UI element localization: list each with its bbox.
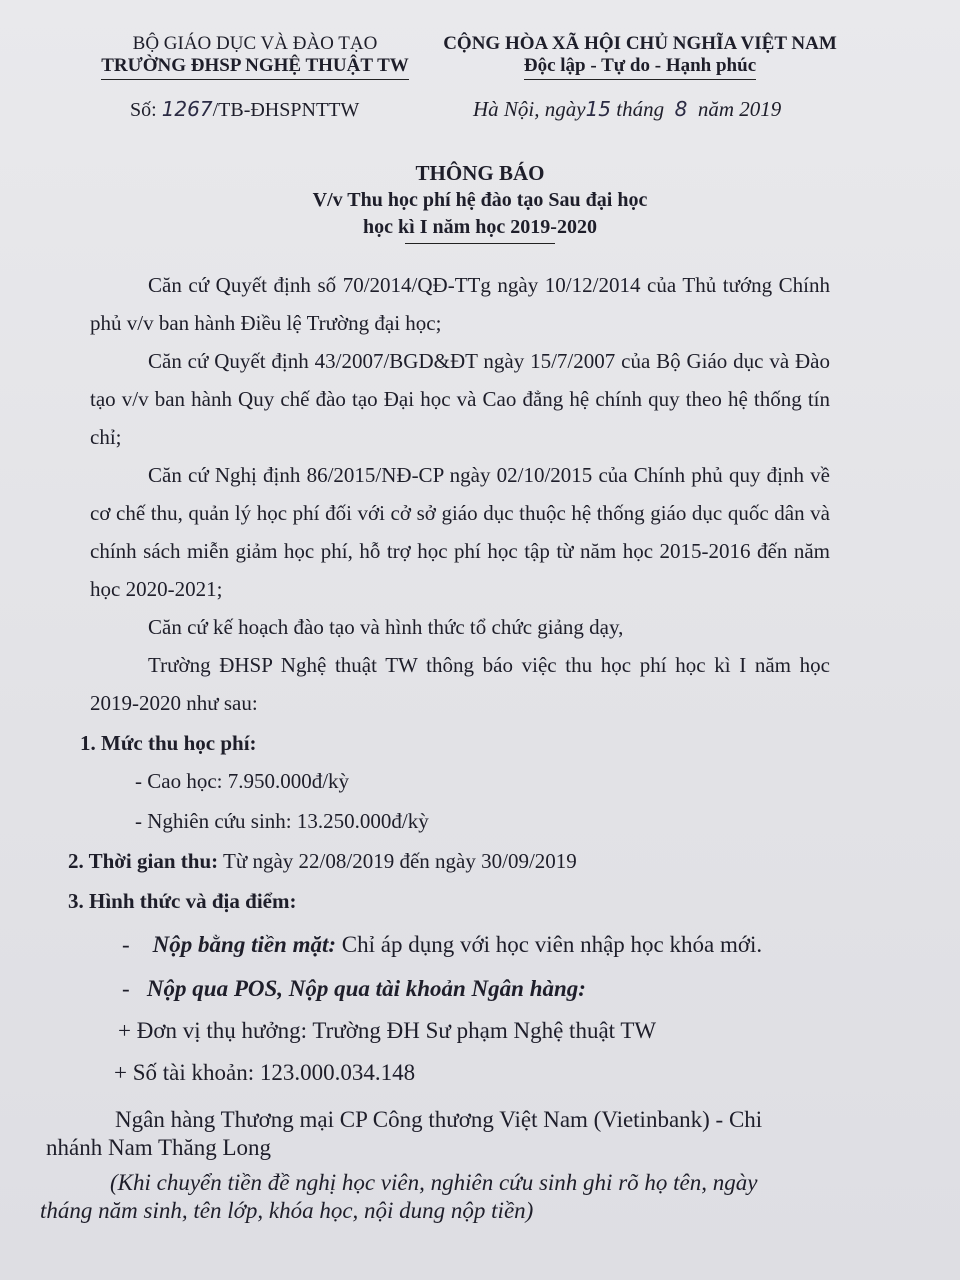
transfer-note-line2: tháng năm sinh, tên lớp, khóa học, nội dung nộp tiền) — [40, 1198, 534, 1223]
paragraph: Căn cứ Nghị định 86/2015/NĐ-CP ngày 02/10/2015 của Chính phủ quy định về cơ chế thu, quản lý học phí đối với cở sở giáo dục thuộc hệ thống giáo dục quốc dân và chính sách miễn giảm học phí, hỗ trợ học phí học tập từ năm học 2015-2016 đến năm học 2020-2021; — [90, 463, 830, 601]
paragraph: Căn cứ Quyết định 43/2007/BGD&ĐT ngày 15/7/2007 của Bộ Giáo dục và Đào tạo v/v ban hành Quy chế đào tạo Đại học và Cao đẳng hệ chính quy theo hệ thống tín chỉ; — [90, 349, 830, 449]
bank-payment: - Nộp qua POS, Nộp qua tài khoản Ngân hàng: — [122, 976, 586, 1001]
notice-subject-line2: học kì I năm học 2019-2020 — [363, 216, 597, 238]
notice-title — [180, 160, 780, 244]
notice-heading: THÔNG BÁO — [415, 161, 545, 185]
document-number: Số: 1267/TB-ĐHSPNTTW — [130, 97, 360, 121]
handwritten-day: 15 — [585, 97, 612, 121]
cash-label: Nộp bằng tiền mặt: — [152, 932, 337, 957]
ministry-name: BỘ GIÁO DỤC VÀ ĐÀO TẠO — [132, 33, 378, 54]
motto: Độc lập - Tự do - Hạnh phúc — [430, 55, 850, 80]
bank-label: Nộp qua POS, Nộp qua tài khoản Ngân hàng: — [146, 976, 586, 1001]
paragraph: Trường ĐHSP Nghệ thuật TW thông báo việc thu học phí học kì I năm học 2019-2020 như sau: — [90, 653, 830, 715]
handwritten-month: 8 — [674, 97, 688, 121]
school-name: TRƯỜNG ĐHSP NGHỆ THUẬT TW — [80, 55, 430, 80]
handwritten-number: 1267 — [161, 97, 213, 121]
transfer-note-line1: (Khi chuyển tiền đề nghị học viên, nghiên cứu sinh ghi rõ họ tên, ngày — [110, 1170, 758, 1195]
document-date: Hà Nội, ngày15 tháng 8 năm 2019 — [473, 97, 782, 121]
bank-name-line2: nhánh Nam Thăng Long — [46, 1135, 272, 1160]
republic-name: CỘNG HÒA XÃ HỘI CHỦ NGHĨA VIỆT NAM — [443, 33, 837, 54]
paragraph: Căn cứ Quyết định số 70/2014/QĐ-TTg ngày 10/12/2014 của Thủ tướng Chính phủ v/v ban hành Điều lệ Trường đại học; — [90, 273, 830, 335]
title-divider — [405, 243, 555, 244]
account-number: + Số tài khoản: 123.000.034.148 — [114, 1060, 416, 1085]
notice-subject-line1: V/v Thu học phí hệ đào tạo Sau đại học — [312, 189, 648, 211]
issuer-block — [80, 33, 430, 80]
collection-period: Từ ngày 22/08/2019 đến ngày 30/09/2019 — [223, 849, 577, 873]
beneficiary: + Đơn vị thụ hưởng: Trường ĐH Sư phạm Nghệ thuật TW — [118, 1018, 657, 1043]
bank-name-line1: Ngân hàng Thương mại CP Công thương Việt Nam (Vietinbank) - Chi — [115, 1107, 763, 1132]
section2-heading: 2. Thời gian thu: — [68, 849, 219, 873]
national-header — [430, 33, 850, 80]
fee-phd: - Nghiên cứu sinh: 13.250.000đ/kỳ — [135, 809, 429, 833]
section2 — [68, 846, 577, 876]
section3-heading: 3. Hình thức và địa điểm: — [68, 889, 297, 913]
fee-master: - Cao học: 7.950.000đ/kỳ — [135, 769, 350, 793]
section1-heading: 1. Mức thu học phí: — [80, 731, 257, 755]
notice-body — [90, 266, 830, 722]
cash-text: Chỉ áp dụng với học viên nhập học khóa mới. — [341, 932, 763, 957]
paragraph: Căn cứ kế hoạch đào tạo và hình thức tổ chức giảng dạy, — [148, 615, 624, 639]
cash-payment: - Nộp bằng tiền mặt: Chỉ áp dụng với học viên nhập học khóa mới. — [122, 932, 763, 957]
